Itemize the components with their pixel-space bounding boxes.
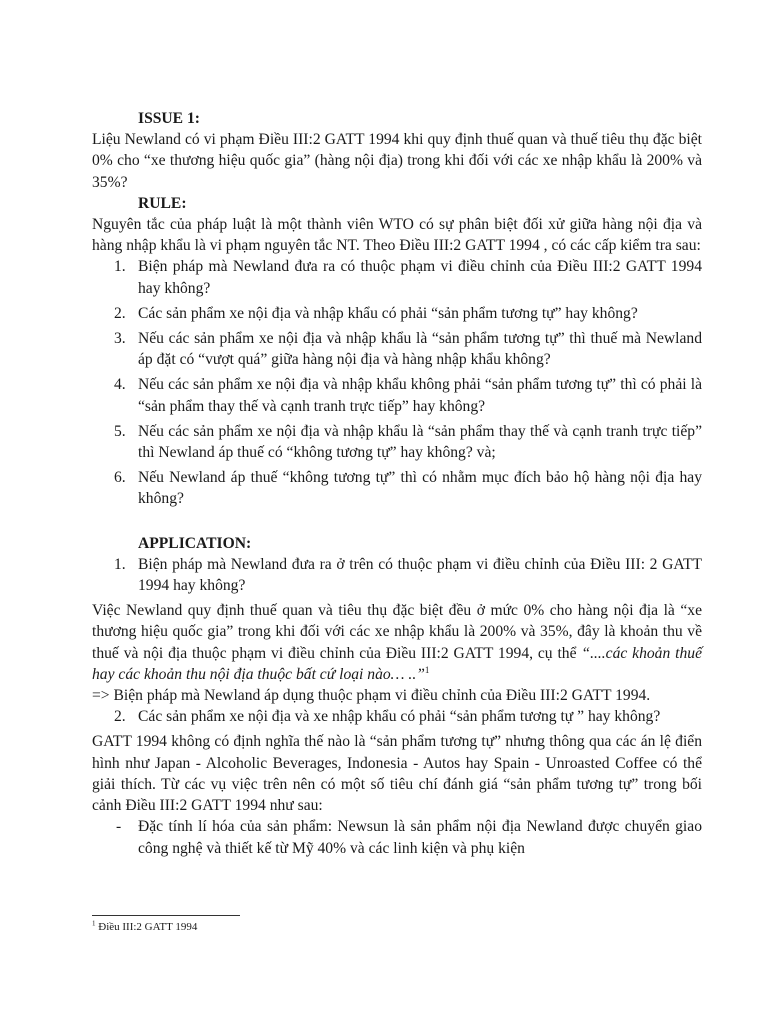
item-text: Nếu các sản phẩm xe nội địa và nhập khẩu là “sản phẩm thay thế và cạnh tranh trực tiếp” thì Newland áp thuế có “không tương tự” hay không? và; [138, 422, 702, 462]
application-conclusion: => Biện pháp mà Newland áp dụng thuộc phạm vi điều chỉnh của Điều III:2 GATT 1994. [92, 687, 651, 705]
document-body [92, 108, 702, 859]
application-dash-item [92, 816, 702, 858]
application-paragraph-1 [92, 600, 702, 685]
application-heading: APPLICATION: [138, 534, 252, 552]
list-item [92, 467, 702, 509]
rule-list [92, 256, 702, 509]
application-item-2 [92, 706, 702, 727]
item-text: Nếu Newland áp thuế “không tương tự” thì có nhằm mục đích bảo hộ hàng nội địa hay không? [138, 469, 702, 508]
item-number: 2. [114, 304, 126, 322]
footnote-number: 1 [92, 919, 96, 928]
footnote-divider [92, 915, 240, 916]
dash-bullet: - [116, 818, 122, 836]
footnote-reference[interactable]: 1 [424, 664, 430, 675]
application-paragraph-2: GATT 1994 không có định nghĩa thế nào là “sản phẩm tương tự” nhưng thông qua các án lệ điển hình như Japan - Alcoholic Beverages, Indonesia - Autos hay Spain - Unroasted Coffee có thể giải thích. Từ các vụ việc trên nên có một số tiêu chí đánh giá “sản phẩm tương tự” trong bối cảnh Điều III:2 GATT 1994 như sau: [92, 733, 702, 815]
item-number: 4. [114, 376, 126, 394]
item-text: Nếu các sản phẩm xe nội địa và nhập khẩu không phải “sản phẩm tương tự” thì có phải là “sản phẩm thay thế và cạnh tranh trực tiếp” hay không? [138, 376, 702, 415]
item-number: 6. [114, 469, 126, 487]
list-item [92, 328, 702, 370]
list-item [92, 421, 702, 463]
item-text: Các sản phẩm xe nội địa và nhập khẩu có phải “sản phẩm tương tự” hay không? [138, 304, 638, 322]
application-item-1 [92, 554, 702, 596]
list-item [92, 303, 702, 324]
item-text: Biện pháp mà Newland đưa ra ở trên có thuộc phạm vi điều chỉnh của Điều III: 2 GATT 1994 hay không? [138, 555, 702, 595]
quote-text: “....các khoản thuế hay các khoản thu nội địa thuộc bất cứ loại nào… ..” [92, 644, 702, 683]
item-number: 1. [114, 258, 126, 276]
issue-heading: ISSUE 1: [138, 110, 200, 127]
item-text: Nếu các sản phẩm xe nội địa và nhập khẩu là “sản phẩm tương tự” thì thuế mà Newland áp đặt có “vượt quá” giữa hàng nội địa và hàng nhập khẩu không? [138, 330, 702, 369]
item-number: 2. [114, 708, 126, 726]
paragraph-text: Việc Newland quy định thuế quan và tiêu thụ đặc biệt đều ở mức 0% cho hàng nội địa là “xe thương hiệu quốc gia” trong khi đối với các xe nhập khẩu là 200% và 35%, đây là khoản thu về thuế và nội địa thuộc phạm vi điều chỉnh của Điều III:2 GATT 1994, cụ thể [92, 602, 702, 662]
item-number: 5. [114, 422, 126, 440]
item-number: 1. [114, 555, 126, 573]
item-text: Các sản phẩm xe nội địa và xe nhập khẩu có phải “sản phẩm tương tự ” hay không? [138, 708, 661, 726]
list-item [92, 256, 702, 298]
rule-heading: RULE: [138, 194, 187, 212]
rule-text: Nguyên tắc của pháp luật là một thành viên WTO có sự phân biệt đối xử giữa hàng nội địa và hàng nhập khẩu là vi phạm nguyên tắc NT. Theo Điều III:2 GATT 1994 , có các cấp kiểm tra sau: [92, 216, 702, 255]
spacer [92, 514, 702, 533]
item-text: Đặc tính lí hóa của sản phẩm: Newsun là sản phẩm nội địa Newland được chuyển giao công nghệ và thiết kế từ Mỹ 40% và các linh kiện và phụ kiện [138, 818, 702, 857]
item-text: Biện pháp mà Newland đưa ra có thuộc phạm vi điều chỉnh của Điều III:2 GATT 1994 hay không? [138, 258, 702, 297]
list-item [92, 374, 702, 416]
issue-text: Liệu Newland có vi phạm Điều III:2 GATT 1994 khi quy định thuế quan và thuế tiêu thụ đặc biệt 0% cho “xe thương hiệu quốc gia” (hàng nội địa) trong khi đối với các xe nhập khẩu là 200% và 35%? [92, 131, 702, 191]
item-number: 3. [114, 330, 126, 348]
footnote-text: Điều III:2 GATT 1994 [95, 921, 198, 933]
footnote [92, 920, 197, 934]
